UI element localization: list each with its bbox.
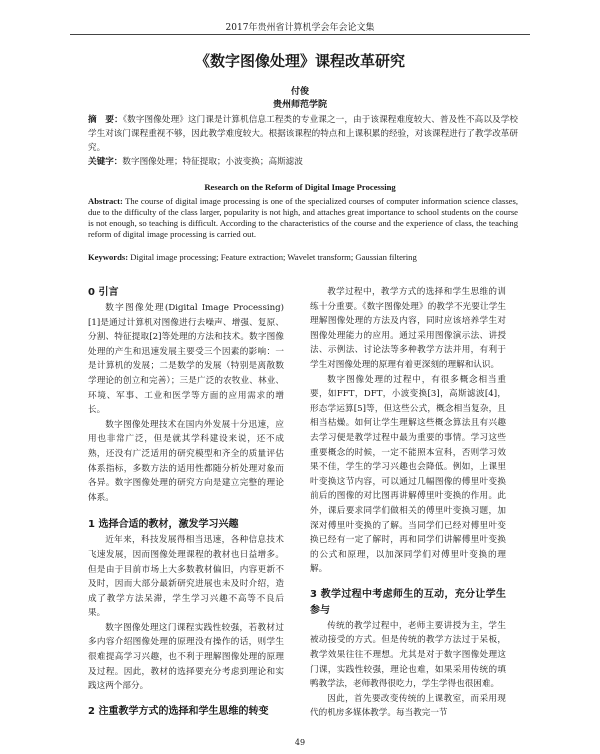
keywords-text: 数字图像处理；特征提取；小波变换；高斯滤波 (122, 157, 303, 167)
en-keywords-label: Keywords: (88, 252, 129, 262)
abstract-label: 摘 要： (88, 115, 123, 125)
textbook-paragraph-2: 数字图像处理这门课程实践性较强，若教材过多内容介绍图像处理的原理没有操作的话，则学生很难提高学习兴趣，也不利于理解图像处理的原理及过程。因此，教材的选择要充分考虑到理论和实践这两个部分。 (88, 622, 284, 692)
interaction-paragraph-2: 因此，首先要改变传统的上课教室，而采用现代的机房多媒体教学。每当教完一节 (310, 693, 506, 719)
running-header: 2017年贵州省计算机学会年会论文集 (225, 23, 375, 33)
left-column (88, 285, 284, 720)
en-abstract-text: The course of digital image processing is one of the specialized courses of computer information science classes, due to the difficulty of the class larger, popularity is not high, and attaches great importance to school students on the course is not enough, so teaching is difficult. According to the characteristics of the course and the experience of class, the teaching reform of digital image processing is carried out. (88, 196, 518, 239)
abstract-text: 《数字图像处理》这门课是计算机信息工程类的专业课之一，由于该课程难度较大、普及性不高以及学校学生对该门课程重视不够，因此教学难度较大。根据该课程的特点和上课积累的经验，对该课程进行了教学改革研究。 (88, 115, 518, 153)
keywords-label: 关键字： (88, 157, 123, 167)
header-divider (70, 34, 530, 35)
intro-paragraph-2: 数字图像处理技术在国内外发展十分迅速，应用也非常广泛，但是就其学科建设来说，还不成熟，还没有广泛适用的研究模型和齐全的质量评估体系指标，多数方法的适用性都随分析处理对象而各异。数字图像处理的研究方向是建立完整的理论体系。 (88, 419, 284, 503)
method-paragraph-1: 教学过程中，教学方式的选择和学生思维的训练十分重要。《数字图像处理》的教学不光要让学生理解图像处理的方法及内容，同时应该培养学生对图像处理能力的应用。通过采用图像演示法、讲授法、示例法、讨论法等多种教学方法并用，有利于学生对图像处理的原理有着更深刻的理解和认识。 (310, 287, 506, 370)
paper-title: 《数字图像处理》课程改革研究 (194, 52, 405, 70)
en-keywords-text: Digital image processing; Feature extraction; Wavelet transform; Gaussian filtering (130, 252, 417, 262)
section-heading-textbook: 1 选择合适的教材，激发学习兴趣 (88, 519, 239, 531)
section-heading-interaction: 3 教学过程中考虑师生的互动，充分让学生参与 (310, 588, 506, 616)
author-affiliation: 贵州师范学院 (272, 100, 327, 110)
right-column (310, 285, 506, 721)
interaction-paragraph-1: 传统的教学过程中，老师主要讲授为主，学生被动接受的方式。但是传统的教学方法过于呆板，教学效果往往不理想。尤其是对于数字图像处理这门课，实践性较强，理论也难，如果采用传统的填鸭教学法，老师教得很吃力，学生学得也很困难。 (310, 620, 506, 690)
page-number: 49 (294, 738, 306, 747)
chinese-abstract (88, 113, 518, 155)
english-keywords (88, 252, 518, 263)
english-abstract (88, 196, 518, 240)
textbook-paragraph-1: 近年来，科技发展得相当迅速，各种信息技术飞速发展，因而图像处理课程的教材也日益增多。但是由于目前市场上大多数教材偏旧，内容更新不及时，因而大部分最新研究进展也未及时介绍，造成了教学方法呆滞，学生学习兴趣不高等不良后果。 (88, 535, 284, 619)
en-abstract-label: Abstract: (88, 196, 123, 206)
method-paragraph-2: 数字图像处理的过程中，有很多概念相当重要，如FFT，DFT，小波变换[3]，高斯滤波[4]，形态学运算[5]等，但这些公式，概念相当复杂，且相当枯燥。如何让学生理解这些概念算法且有兴趣去学习便是教学过程中最为重要的事情。学习这些重要概念的时候，一定不能照本宣科，否则学习效果不佳，学生的学习兴趣也会降低。例如，上课里叶变换这节内容，可以通过几幅图像的傅里叶变换前后的图像的对比图再讲解傅里叶变换的作用。此外，课后要求同学们做相关的傅里叶变换习题，加深对傅里叶变换的了解。当同学们已经对傅里叶变换已经有一定了解时，再和同学们讲解傅里叶变换的公式和原理，以加深同学们对傅里叶变换的理解。 (310, 374, 506, 575)
english-title: Research on the Reform of Digital Image Processing (204, 182, 396, 192)
section-heading-teaching-method: 2 注重教学方式的选择和学生思维的转变 (88, 705, 269, 717)
author-name: 付俊 (290, 87, 309, 97)
chinese-keywords (88, 156, 518, 168)
section-heading-intro: 0 引言 (88, 287, 119, 298)
intro-paragraph-1: 数字图像处理(Digital Image Processing)[1]是通过计算机对图像进行去噪声、增强、复原、分割、特征提取[2]等处理的方法和技术。数字图像处理的产生和迅速发展主要受三个因素的影响：一是计算机的发展；二是数学的发展（特别是离散数学理论的创立和完善）；三是广泛的农牧业、林业、环境、军事、工业和医学等方面的应用需求的增长。 (88, 303, 284, 416)
